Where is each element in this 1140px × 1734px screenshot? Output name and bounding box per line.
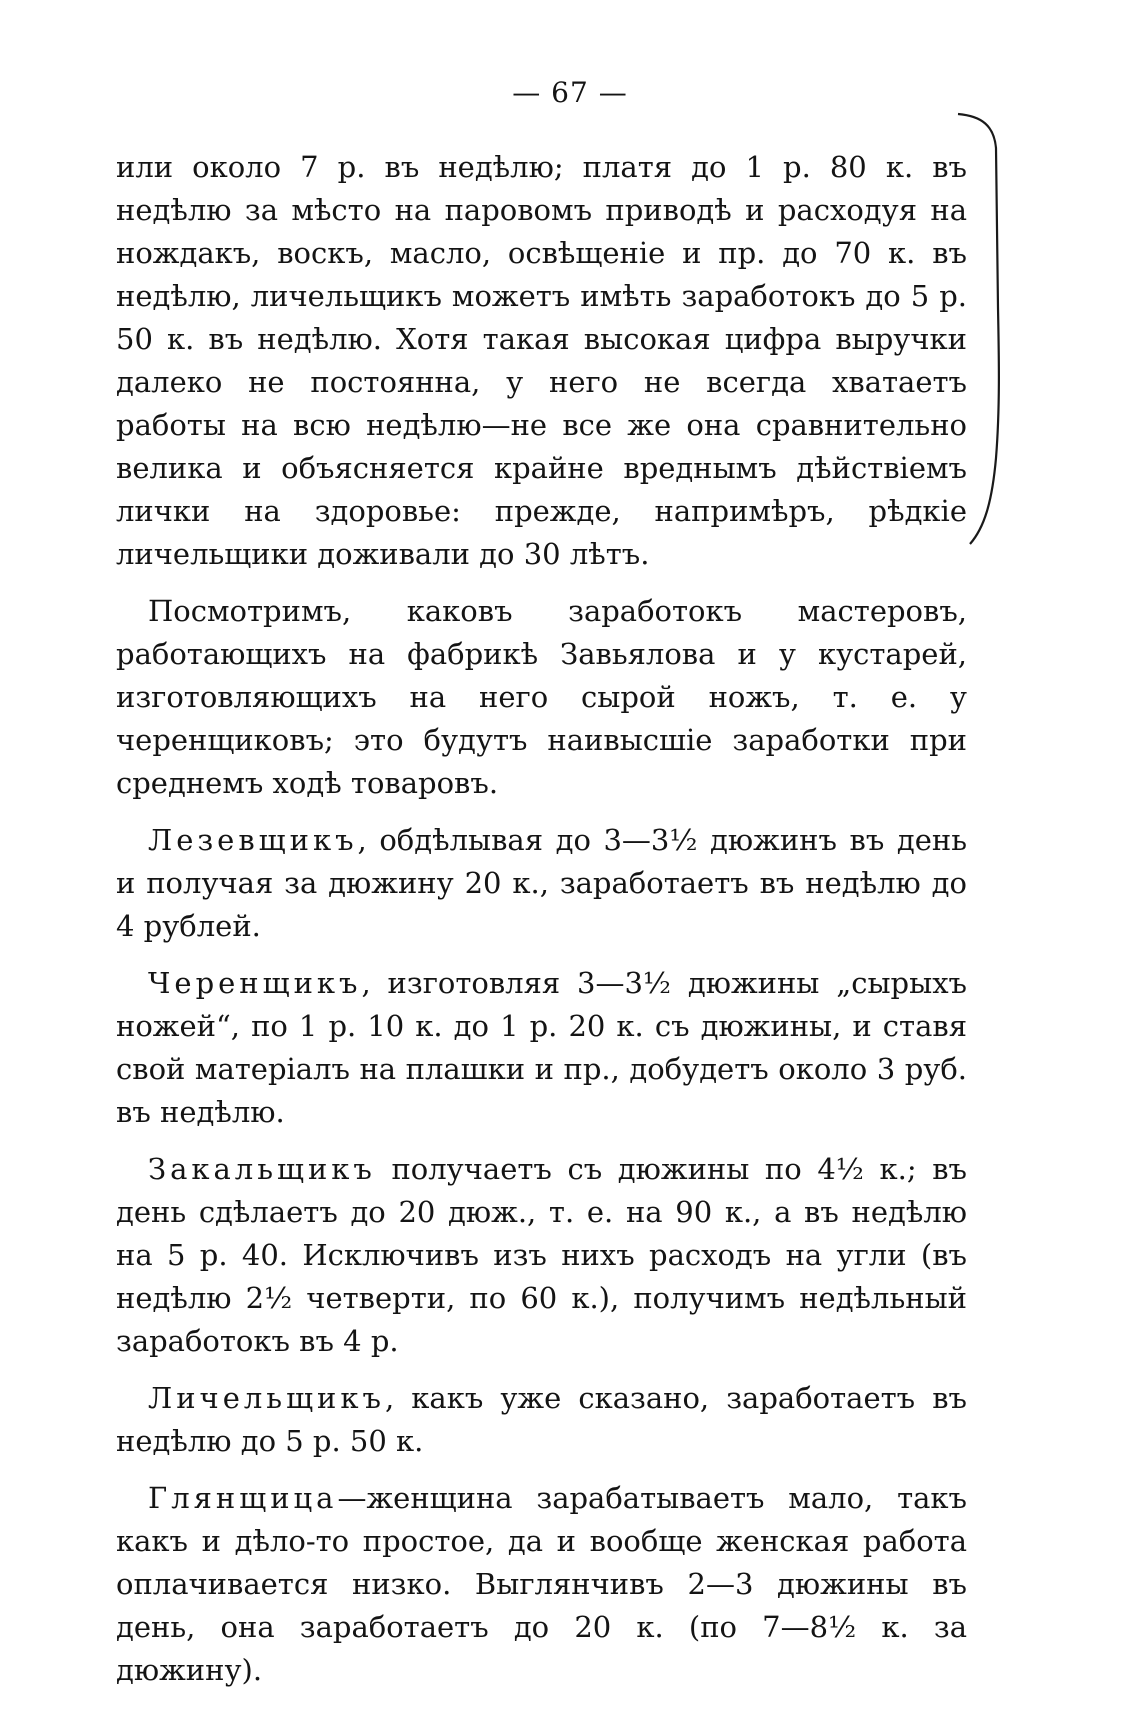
paragraph-2-text: Посмотримъ, каковъ заработокъ мастеровъ, работающихъ на фабрикѣ Завьялова и у кустарей, изготовляющихъ на него сырой ножъ, т. е. у черенщиковъ; это будутъ наивысшіе заработки при среднемъ ходѣ товаровъ. (116, 594, 967, 800)
paragraph-2 (116, 590, 967, 805)
paragraph-5-text: получаетъ съ дюжины по 4½ к.; въ день сдѣлаетъ до 20 дюж., т. е. на 90 к., а въ недѣлю на 5 р. 40. Исключивъ изъ нихъ расходъ на угли (въ недѣлю 2½ четверти, по 60 к.), получимъ недѣльный заработокъ въ 4 р. (116, 1152, 967, 1358)
term-glyanshchitsa: Глянщица (148, 1481, 338, 1515)
term-zakalshchik: Закальщикъ (148, 1152, 376, 1186)
paragraph-3-text: , обдѣлывая до 3—3½ дюжинъ въ день и получая за дюжину 20 к., заработаетъ въ недѣлю до 4 рублей. (116, 823, 967, 943)
page-number: — 67 — (512, 76, 628, 109)
body-text (116, 146, 967, 1706)
paragraph-4-text: , изготовляя 3—3½ дюжины „сырыхъ ножей“, по 1 р. 10 к. до 1 р. 20 к. съ дюжины, и ставя свой матеріалъ на плашки и пр., добудетъ около 3 руб. въ недѣлю. (116, 966, 967, 1129)
paragraph-6-text: , какъ уже сказано, заработаетъ въ недѣлю до 5 р. 50 к. (116, 1381, 967, 1458)
term-cherenshchik: Черенщикъ (148, 966, 362, 1000)
paragraph-7 (116, 1477, 967, 1692)
term-lichelshchik: Личельщикъ (148, 1381, 385, 1415)
paragraph-5 (116, 1148, 967, 1363)
paragraph-7-text: —женщина зарабатываетъ мало, такъ какъ и дѣло-то простое, да и вообще женская работа оплачивается низко. Выглянчивъ 2—3 дюжины въ день, она заработаетъ до 20 к. (по 7—8½ к. за дюжину). (116, 1481, 967, 1687)
paragraph-1 (116, 146, 967, 576)
paragraph-3 (116, 819, 967, 948)
term-lezevshchik: Лезевщикъ (148, 823, 358, 857)
paragraph-1-text: или около 7 р. въ недѣлю; платя до 1 р. 80 к. въ недѣлю за мѣсто на паровомъ приводѣ и расходуя на нождакъ, воскъ, масло, освѣщеніе и пр. до 70 к. въ недѣлю, личельщикъ можетъ имѣть заработокъ до 5 р. 50 к. въ недѣлю. Хотя такая высокая цифра выручки далеко не постоянна, у него не всегда хватаетъ работы на всю недѣлю—не все же она сравнительно велика и объясняется крайне вреднымъ дѣйствіемъ лички на здоровье: прежде, напримѣръ, рѣдкіе личельщики доживали до 30 лѣтъ. (116, 150, 967, 571)
paragraph-6 (116, 1377, 967, 1463)
paragraph-4 (116, 962, 967, 1134)
